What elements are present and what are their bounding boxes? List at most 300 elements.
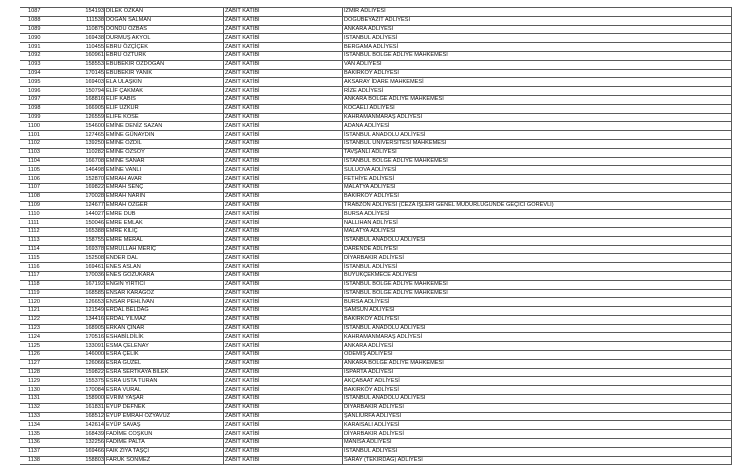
assigned-unit: SAMSUN ADLİYESİ — [343, 307, 732, 316]
person-name: ESRA VURAL — [105, 386, 224, 395]
row-number: 1103 — [20, 148, 59, 157]
job-title: ZABIT KATİBİ — [224, 219, 343, 228]
table-row — [20, 175, 732, 184]
job-title: ZABIT KATİBİ — [224, 254, 343, 263]
row-number: 1100 — [20, 122, 59, 131]
row-number: 1098 — [20, 104, 59, 113]
job-title: ZABIT KATİBİ — [224, 139, 343, 148]
person-name: ESRA ÇELİK — [105, 351, 224, 360]
table-row — [20, 34, 732, 43]
person-name: ERDAL BELDAĞ — [105, 307, 224, 316]
assigned-unit: DİYARBAKIR ADLİYESİ — [343, 254, 732, 263]
job-title: ZABIT KATİBİ — [224, 87, 343, 96]
person-name: EMRE EMLAK — [105, 219, 224, 228]
assigned-unit: DARENDE ADLİYESİ — [343, 245, 732, 254]
row-number: 1116 — [20, 263, 59, 272]
person-name: DONDU OZBAS — [105, 25, 224, 34]
assigned-unit: İSTANBUL ADLİYESİ — [343, 263, 732, 272]
row-number: 1120 — [20, 298, 59, 307]
row-number: 1123 — [20, 324, 59, 333]
person-name: FARUK SÖNMEZ — [105, 456, 224, 465]
table-row — [20, 412, 732, 421]
registry-number: 169438 — [59, 34, 105, 43]
job-title: ZABIT KATİBİ — [224, 104, 343, 113]
assigned-unit: İSTANBUL ADLİYESİ — [343, 447, 732, 456]
assigned-unit: ANKARA ADLİYESİ — [343, 342, 732, 351]
assigned-unit: İSTANBUL BÖLGE ADLİYE MAHKEMESİ — [343, 157, 732, 166]
row-number: 1117 — [20, 271, 59, 280]
table-row — [20, 157, 732, 166]
registry-number: 111538 — [59, 16, 105, 25]
registry-number: 146498 — [59, 166, 105, 175]
assigned-unit: ADANA ADLİYESİ — [343, 122, 732, 131]
row-number: 1132 — [20, 403, 59, 412]
person-name: ENSAR PEHLİVAN — [105, 298, 224, 307]
job-title: ZABIT KATİBİ — [224, 201, 343, 210]
person-name: EMRAH AVAR — [105, 175, 224, 184]
assigned-unit: KOCAELİ ADLİYESİ — [343, 104, 732, 113]
person-name: EMRULLAH MERİÇ — [105, 245, 224, 254]
table-row — [20, 113, 732, 122]
registry-number: 158900 — [59, 395, 105, 404]
table-row — [20, 403, 732, 412]
person-name: ESRA GÜZEL — [105, 359, 224, 368]
row-number: 1090 — [20, 34, 59, 43]
table-row — [20, 351, 732, 360]
row-number: 1138 — [20, 456, 59, 465]
row-number: 1102 — [20, 139, 59, 148]
registry-number: 159822 — [59, 368, 105, 377]
person-name: EMİNE GÜNAYDIN — [105, 131, 224, 140]
row-number: 1104 — [20, 157, 59, 166]
registry-number: 150794 — [59, 87, 105, 96]
person-name: EMRE KILIÇ — [105, 227, 224, 236]
job-title: ZABIT KATİBİ — [224, 8, 343, 17]
registry-number: 132256 — [59, 439, 105, 448]
registry-number: 110875 — [59, 25, 105, 34]
assigned-unit: KAHRAMANMARAŞ ADLİYESİ — [343, 333, 732, 342]
personnel-table-body — [20, 8, 732, 465]
table-row — [20, 227, 732, 236]
person-name: DURMUŞ AKYOL — [105, 34, 224, 43]
job-title: ZABIT KATİBİ — [224, 122, 343, 131]
row-number: 1094 — [20, 69, 59, 78]
job-title: ZABIT KATİBİ — [224, 95, 343, 104]
table-row — [20, 245, 732, 254]
assigned-unit: BAKIRKÖY ADLİYESİ — [343, 69, 732, 78]
assigned-unit: VAN ADLİYESİ — [343, 60, 732, 69]
job-title: ZABIT KATİBİ — [224, 447, 343, 456]
assigned-unit: SARAY (TEKİRDAĞ) ADLİYESİ — [343, 456, 732, 465]
table-row — [20, 16, 732, 25]
job-title: ZABIT KATİBİ — [224, 183, 343, 192]
assigned-unit: TRABZON ADLİYESİ (CEZA İŞLERİ GENEL MÜDÜRLÜĞÜNDE GEÇİCİ GÖREVLİ) — [343, 201, 732, 210]
person-name: ERKAN ÇINAR — [105, 324, 224, 333]
table-row — [20, 386, 732, 395]
registry-number: 158755 — [59, 236, 105, 245]
person-name: ELİF KABİS — [105, 95, 224, 104]
job-title: ZABIT KATİBİ — [224, 386, 343, 395]
registry-number: 152870 — [59, 175, 105, 184]
row-number: 1096 — [20, 87, 59, 96]
job-title: ZABIT KATİBİ — [224, 439, 343, 448]
job-title: ZABIT KATİBİ — [224, 280, 343, 289]
row-number: 1089 — [20, 25, 59, 34]
person-name: EMRE MERAL — [105, 236, 224, 245]
registry-number: 126653 — [59, 298, 105, 307]
registry-number: 170084 — [59, 386, 105, 395]
registry-number: 110455 — [59, 43, 105, 52]
registry-number: 126559 — [59, 113, 105, 122]
row-number: 1131 — [20, 395, 59, 404]
registry-number: 134416 — [59, 315, 105, 324]
row-number: 1109 — [20, 201, 59, 210]
row-number: 1106 — [20, 175, 59, 184]
row-number: 1095 — [20, 78, 59, 87]
row-number: 1136 — [20, 439, 59, 448]
assigned-unit: İSTANBUL ANADOLU ADLİYESİ — [343, 131, 732, 140]
row-number: 1093 — [20, 60, 59, 69]
table-row — [20, 122, 732, 131]
registry-number: 169466 — [59, 447, 105, 456]
row-number: 1135 — [20, 430, 59, 439]
assigned-unit: DİYARBAKIR ADLİYESİ — [343, 403, 732, 412]
person-name: EBUBEKİR ÖZDOĞAN — [105, 60, 224, 69]
table-row — [20, 183, 732, 192]
registry-number: 160961 — [59, 51, 105, 60]
job-title: ZABIT KATİBİ — [224, 271, 343, 280]
assigned-unit: İSTANBUL ANADOLU ADLİYESİ — [343, 236, 732, 245]
assigned-unit: BAKIRKÖY ADLİYESİ — [343, 386, 732, 395]
job-title: ZABIT KATİBİ — [224, 377, 343, 386]
row-number: 1122 — [20, 315, 59, 324]
row-number: 1099 — [20, 113, 59, 122]
registry-number: 133091 — [59, 342, 105, 351]
person-name: EMRAH SENÇ — [105, 183, 224, 192]
person-name: ELİF ÇAKMAK — [105, 87, 224, 96]
row-number: 1118 — [20, 280, 59, 289]
assigned-unit: DOGUBEYAZIT ADLİYESİ — [343, 16, 732, 25]
registry-number: 168816 — [59, 95, 105, 104]
job-title: ZABIT KATİBİ — [224, 131, 343, 140]
job-title: ZABIT KATİBİ — [224, 351, 343, 360]
person-name: EMİNE DENİZ SAZAN — [105, 122, 224, 131]
row-number: 1130 — [20, 386, 59, 395]
table-row — [20, 447, 732, 456]
assigned-unit: ÖDEMİŞ ADLİYESİ — [343, 351, 732, 360]
person-name: EMİNE ÖZSOY — [105, 148, 224, 157]
row-number: 1129 — [20, 377, 59, 386]
row-number: 1126 — [20, 351, 59, 360]
row-number: 1137 — [20, 447, 59, 456]
table-row — [20, 139, 732, 148]
job-title: ZABIT KATİBİ — [224, 412, 343, 421]
row-number: 1097 — [20, 95, 59, 104]
assigned-unit: İSTANBUL BÖLGE ADLİYE MAHKEMESİ — [343, 280, 732, 289]
registry-number: 127465 — [59, 131, 105, 140]
assigned-unit: MANİSA ADLİYESİ — [343, 439, 732, 448]
registry-number: 168905 — [59, 324, 105, 333]
registry-number: 150046 — [59, 219, 105, 228]
table-row — [20, 359, 732, 368]
assigned-unit: ISPARTA ADLİYESİ — [343, 368, 732, 377]
registry-number: 170516 — [59, 333, 105, 342]
assigned-unit: DİYARBAKIR ADLİYESİ — [343, 430, 732, 439]
job-title: ZABIT KATİBİ — [224, 289, 343, 298]
table-row — [20, 439, 732, 448]
person-name: FAİK ZİYA TAŞÇI — [105, 447, 224, 456]
row-number: 1128 — [20, 368, 59, 377]
job-title: ZABIT KATİBİ — [224, 227, 343, 236]
job-title: ZABIT KATİBİ — [224, 78, 343, 87]
assigned-unit: BÜYÜKÇEKMECE ADLİYESİ — [343, 271, 732, 280]
person-name: ELİFE KÖSE — [105, 113, 224, 122]
row-number: 1092 — [20, 51, 59, 60]
table-row — [20, 25, 732, 34]
table-row — [20, 254, 732, 263]
table-row — [20, 298, 732, 307]
assigned-unit: ANKARA ADLİYESİ — [343, 25, 732, 34]
person-name: ESMA ÇELENAY — [105, 342, 224, 351]
registry-number: 158803 — [59, 456, 105, 465]
row-number: 1107 — [20, 183, 59, 192]
job-title: ZABIT KATİBİ — [224, 113, 343, 122]
registry-number: 161831 — [59, 403, 105, 412]
job-title: ZABIT KATİBİ — [224, 69, 343, 78]
registry-number: 166708 — [59, 157, 105, 166]
row-number: 1134 — [20, 421, 59, 430]
job-title: ZABIT KATİBİ — [224, 157, 343, 166]
assigned-unit: AKÇABAAT ADLİYESİ — [343, 377, 732, 386]
job-title: ZABIT KATİBİ — [224, 263, 343, 272]
assigned-unit: MALATYA ADLİYESİ — [343, 183, 732, 192]
job-title: ZABIT KATİBİ — [224, 166, 343, 175]
job-title: ZABIT KATİBİ — [224, 25, 343, 34]
person-name: EYÜP SAVAŞ — [105, 421, 224, 430]
person-name: ESRA USTA TURAN — [105, 377, 224, 386]
assigned-unit: NALLIHAN ADLİYESİ — [343, 219, 732, 228]
job-title: ZABIT KATİBİ — [224, 60, 343, 69]
job-title: ZABIT KATİBİ — [224, 43, 343, 52]
job-title: ZABIT KATİBİ — [224, 421, 343, 430]
person-name: EMRAH OZGER — [105, 201, 224, 210]
assigned-unit: ISTANBUL ADLİYESİ — [343, 34, 732, 43]
table-row — [20, 377, 732, 386]
person-name: EYÜP EMRAH ÖZYAVUZ — [105, 412, 224, 421]
person-name: EBRU ÖZÇİÇEK — [105, 43, 224, 52]
table-row — [20, 421, 732, 430]
registry-number: 110282 — [59, 148, 105, 157]
row-number: 1101 — [20, 131, 59, 140]
assigned-unit: İSTANBUL BÖLGE ADLİYE MAHKEMESİ — [343, 289, 732, 298]
table-row — [20, 8, 732, 17]
assigned-unit: İSTANBUL ÜNİVERSİTESİ MAHKEMESİ — [343, 139, 732, 148]
table-row — [20, 104, 732, 113]
job-title: ZABIT KATİBİ — [224, 192, 343, 201]
person-name: EBUBEKİR YANIK — [105, 69, 224, 78]
person-name: ENES ASLAN — [105, 263, 224, 272]
table-row — [20, 166, 732, 175]
person-name: EVRİM YAŞAR — [105, 395, 224, 404]
table-row — [20, 131, 732, 140]
table-row — [20, 192, 732, 201]
table-row — [20, 87, 732, 96]
job-title: ZABIT KATİBİ — [224, 34, 343, 43]
table-row — [20, 263, 732, 272]
registry-number: 166905 — [59, 104, 105, 113]
job-title: ZABIT KATİBİ — [224, 236, 343, 245]
assigned-unit: AKSARAY İDARE MAHKEMESİ — [343, 78, 732, 87]
row-number: 1124 — [20, 333, 59, 342]
registry-number: 154193 — [59, 8, 105, 17]
table-row — [20, 219, 732, 228]
assigned-unit: BAKIRKÖY ADLİYESİ — [343, 192, 732, 201]
job-title: ZABIT KATİBİ — [224, 368, 343, 377]
person-name: ENES GÖZÜKARA — [105, 271, 224, 280]
person-name: FADİME PALTA — [105, 439, 224, 448]
table-row — [20, 148, 732, 157]
table-row — [20, 342, 732, 351]
row-number: 1133 — [20, 412, 59, 421]
registry-number: 170145 — [59, 69, 105, 78]
assigned-unit: IZMİR ADLİYESİ — [343, 8, 732, 17]
table-row — [20, 236, 732, 245]
person-name: ELİF UZKUR — [105, 104, 224, 113]
assigned-unit: SULUOVA ADLİYESİ — [343, 166, 732, 175]
table-row — [20, 307, 732, 316]
row-number: 1111 — [20, 219, 59, 228]
table-row — [20, 324, 732, 333]
row-number: 1088 — [20, 16, 59, 25]
row-number: 1112 — [20, 227, 59, 236]
person-name: FADİME COŞKUN — [105, 430, 224, 439]
job-title: ZABIT KATİBİ — [224, 315, 343, 324]
registry-number: 142614 — [59, 421, 105, 430]
table-row — [20, 43, 732, 52]
registry-number: 167192 — [59, 280, 105, 289]
person-name: ESHABİLDİLİK — [105, 333, 224, 342]
person-name: EYÜP DEFNEK — [105, 403, 224, 412]
assigned-unit: ANKARA BÖLGE ADLİYE MAHKEMESİ — [343, 95, 732, 104]
job-title: ZABIT KATİBİ — [224, 430, 343, 439]
registry-number: 168439 — [59, 430, 105, 439]
row-number: 1125 — [20, 342, 59, 351]
job-title: ZABIT KATİBİ — [224, 307, 343, 316]
assigned-unit: KAHRAMANMARAŞ ADLİYESİ — [343, 113, 732, 122]
registry-number: 170028 — [59, 192, 105, 201]
table-row — [20, 210, 732, 219]
row-number: 1105 — [20, 166, 59, 175]
table-row — [20, 51, 732, 60]
registry-number: 169822 — [59, 183, 105, 192]
registry-number: 144027 — [59, 210, 105, 219]
registry-number: 169403 — [59, 78, 105, 87]
registry-number: 154600 — [59, 122, 105, 131]
registry-number: 168585 — [59, 289, 105, 298]
assigned-unit: İSTANBUL BÖLGE ADLİYE MAHKEMESİ — [343, 51, 732, 60]
registry-number: 155375 — [59, 377, 105, 386]
job-title: ZABIT KATİBİ — [224, 359, 343, 368]
row-number: 1110 — [20, 210, 59, 219]
registry-number: 126066 — [59, 359, 105, 368]
person-name: DOGAN SALMAN — [105, 16, 224, 25]
person-name: EBRU ÖZTÜRK — [105, 51, 224, 60]
table-row — [20, 395, 732, 404]
assigned-unit: İSTANBUL ANADOLU ADLİYESİ — [343, 324, 732, 333]
job-title: ZABIT KATİBİ — [224, 333, 343, 342]
row-number: 1121 — [20, 307, 59, 316]
job-title: ZABIT KATİBİ — [224, 148, 343, 157]
job-title: ZABIT KATİBİ — [224, 324, 343, 333]
table-row — [20, 60, 732, 69]
table-row — [20, 271, 732, 280]
registry-number: 168512 — [59, 412, 105, 421]
assigned-unit: ŞANLIURFA ADLİYESİ — [343, 412, 732, 421]
row-number: 1113 — [20, 236, 59, 245]
assigned-unit: BAKIRKÖY ADLİYESİ — [343, 315, 732, 324]
table-row — [20, 368, 732, 377]
row-number: 1091 — [20, 43, 59, 52]
registry-number: 139250 — [59, 139, 105, 148]
table-row — [20, 289, 732, 298]
person-name: EMİNE VANLI — [105, 166, 224, 175]
registry-number: 146000 — [59, 351, 105, 360]
job-title: ZABIT KATİBİ — [224, 456, 343, 465]
assigned-unit: MALATYA ADLİYESİ — [343, 227, 732, 236]
person-name: ENGİN YİRTİCİ — [105, 280, 224, 289]
job-title: ZABIT KATİBİ — [224, 395, 343, 404]
assigned-unit: KARAISALI ADLİYESİ — [343, 421, 732, 430]
job-title: ZABIT KATİBİ — [224, 210, 343, 219]
job-title: ZABIT KATİBİ — [224, 403, 343, 412]
person-name: ERDAL YILMAZ — [105, 315, 224, 324]
assigned-unit: FETHİYE ADLİYESİ — [343, 175, 732, 184]
row-number: 1119 — [20, 289, 59, 298]
assigned-unit: RİZE ADLİYESİ — [343, 87, 732, 96]
registry-number: 152508 — [59, 254, 105, 263]
job-title: ZABIT KATİBİ — [224, 245, 343, 254]
person-name: EMRE DUB — [105, 210, 224, 219]
job-title: ZABIT KATİBİ — [224, 51, 343, 60]
job-title: ZABIT KATİBİ — [224, 342, 343, 351]
person-name: ESRA SERTKAYA BİLEK — [105, 368, 224, 377]
person-name: ENSAR KARAGÖZ — [105, 289, 224, 298]
row-number: 1115 — [20, 254, 59, 263]
registry-number: 165388 — [59, 227, 105, 236]
table-row — [20, 315, 732, 324]
registry-number: 169378 — [59, 245, 105, 254]
registry-number: 170036 — [59, 271, 105, 280]
table-row — [20, 333, 732, 342]
table-row — [20, 456, 732, 465]
job-title: ZABIT KATİBİ — [224, 175, 343, 184]
assigned-unit: BURSA ADLİYESİ — [343, 298, 732, 307]
row-number: 1114 — [20, 245, 59, 254]
assigned-unit: TAVŞANLI ADLİYESİ — [343, 148, 732, 157]
person-name: ENDER DAL — [105, 254, 224, 263]
person-name: DİLEK OZKAN — [105, 8, 224, 17]
table-row — [20, 95, 732, 104]
table-row — [20, 78, 732, 87]
registry-number: 124677 — [59, 201, 105, 210]
person-name: EMİNE SANAR — [105, 157, 224, 166]
person-name: EMİNE ÖZDİL — [105, 139, 224, 148]
table-row — [20, 430, 732, 439]
table-row — [20, 201, 732, 210]
assigned-unit: BERGAMA ADLİYESİ — [343, 43, 732, 52]
job-title: ZABIT KATİBİ — [224, 298, 343, 307]
assigned-unit: İSTANBUL ANADOLU ADLİYESİ — [343, 395, 732, 404]
